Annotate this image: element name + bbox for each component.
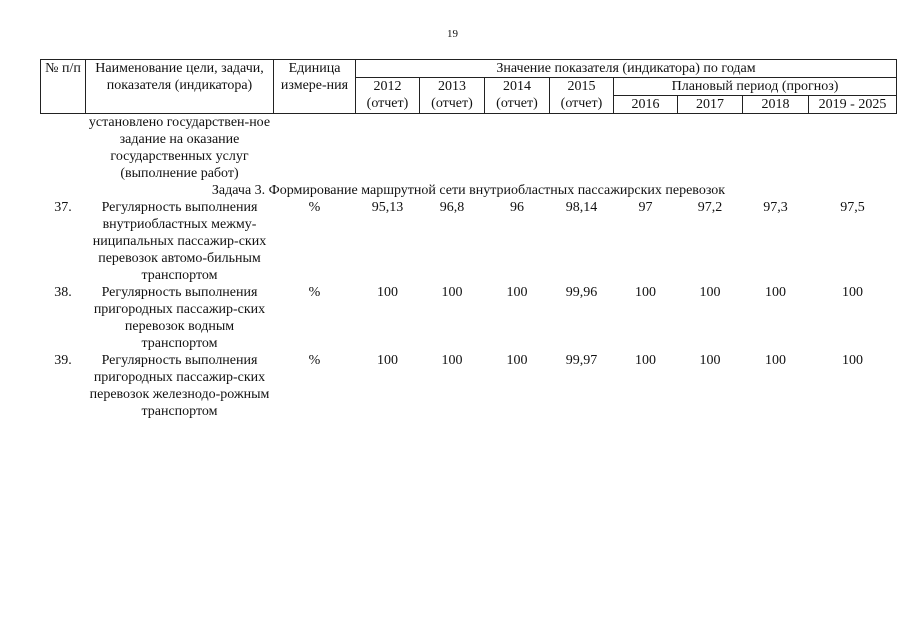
row-name: Регулярность выполнения внутриобластных межму-ниципальных пассажир-ских перевозок автомо-бильным транспортом: [92, 200, 267, 283]
table-row: [41, 352, 897, 420]
row-value: 95,13: [371, 200, 404, 215]
header-planned-group: Плановый период (прогноз): [614, 78, 897, 96]
header-num: № п/п: [41, 60, 86, 114]
header-year-2013: 2013 (отчет): [420, 78, 485, 114]
header-name: Наименование цели, задачи, показателя (индикатора): [86, 60, 274, 114]
row-number: 37.: [54, 200, 72, 215]
row-name: Регулярность выполнения пригородных пассажир-ских перевозок водным транспортом: [93, 285, 266, 351]
row-value: 100: [506, 353, 528, 368]
table-row: [41, 284, 897, 352]
page-number: 19: [447, 28, 458, 40]
row-value: 97,2: [697, 200, 723, 215]
row-number: 38.: [54, 285, 72, 300]
row-value: 100: [765, 285, 786, 300]
row-value: 100: [699, 285, 721, 300]
header-values-group: Значение показателя (индикатора) по годам: [356, 60, 897, 78]
row-value: 100: [635, 353, 656, 368]
row-value: 99,96: [565, 285, 598, 300]
row-value: 100: [377, 353, 398, 368]
row-value: 96: [510, 200, 524, 215]
row-value: 100: [842, 353, 863, 368]
row-value: 96,8: [439, 200, 465, 215]
row-value: 100: [635, 285, 656, 300]
task-title: Задача 3. Формирование маршрутной сети внутриобластных пассажирских перевозок: [211, 183, 726, 198]
row-value: 98,14: [565, 200, 598, 215]
row-number: 39.: [54, 353, 72, 368]
row-value: 100: [506, 285, 528, 300]
row-value: 99,97: [565, 353, 598, 368]
row-value: 97,5: [840, 200, 865, 215]
row-value: 100: [699, 353, 721, 368]
header-year-2019-2025: 2019 - 2025: [809, 96, 897, 114]
row-unit: %: [308, 353, 321, 368]
row-value: 100: [842, 285, 863, 300]
table-row: [41, 199, 897, 284]
indicators-table: [40, 59, 897, 420]
row-unit: %: [308, 200, 321, 215]
row-value: 97: [638, 200, 653, 215]
header-year-2015: 2015 (отчет): [550, 78, 614, 114]
row-unit: %: [308, 285, 321, 300]
header-year-2012: 2012 (отчет): [356, 78, 420, 114]
row-value: 100: [441, 353, 463, 368]
row-value: 100: [765, 353, 786, 368]
header-year-2018: 2018: [743, 96, 809, 114]
header-year-2016: 2016: [614, 96, 678, 114]
continuation-row: [41, 114, 897, 183]
row-name: Регулярность выполнения пригородных пассажир-ских перевозок железнодо-рожным транспортом: [89, 353, 270, 419]
task-row: [41, 182, 897, 199]
continuation-text: установлено государствен-ное задание на оказание государственных услуг (выполнение работ): [88, 115, 271, 181]
row-value: 100: [441, 285, 463, 300]
header-unit: Единица измере-ния: [274, 60, 356, 114]
row-value: 97,3: [763, 200, 788, 215]
header-year-2017: 2017: [678, 96, 743, 114]
row-value: 100: [377, 285, 398, 300]
header-year-2014: 2014 (отчет): [485, 78, 550, 114]
